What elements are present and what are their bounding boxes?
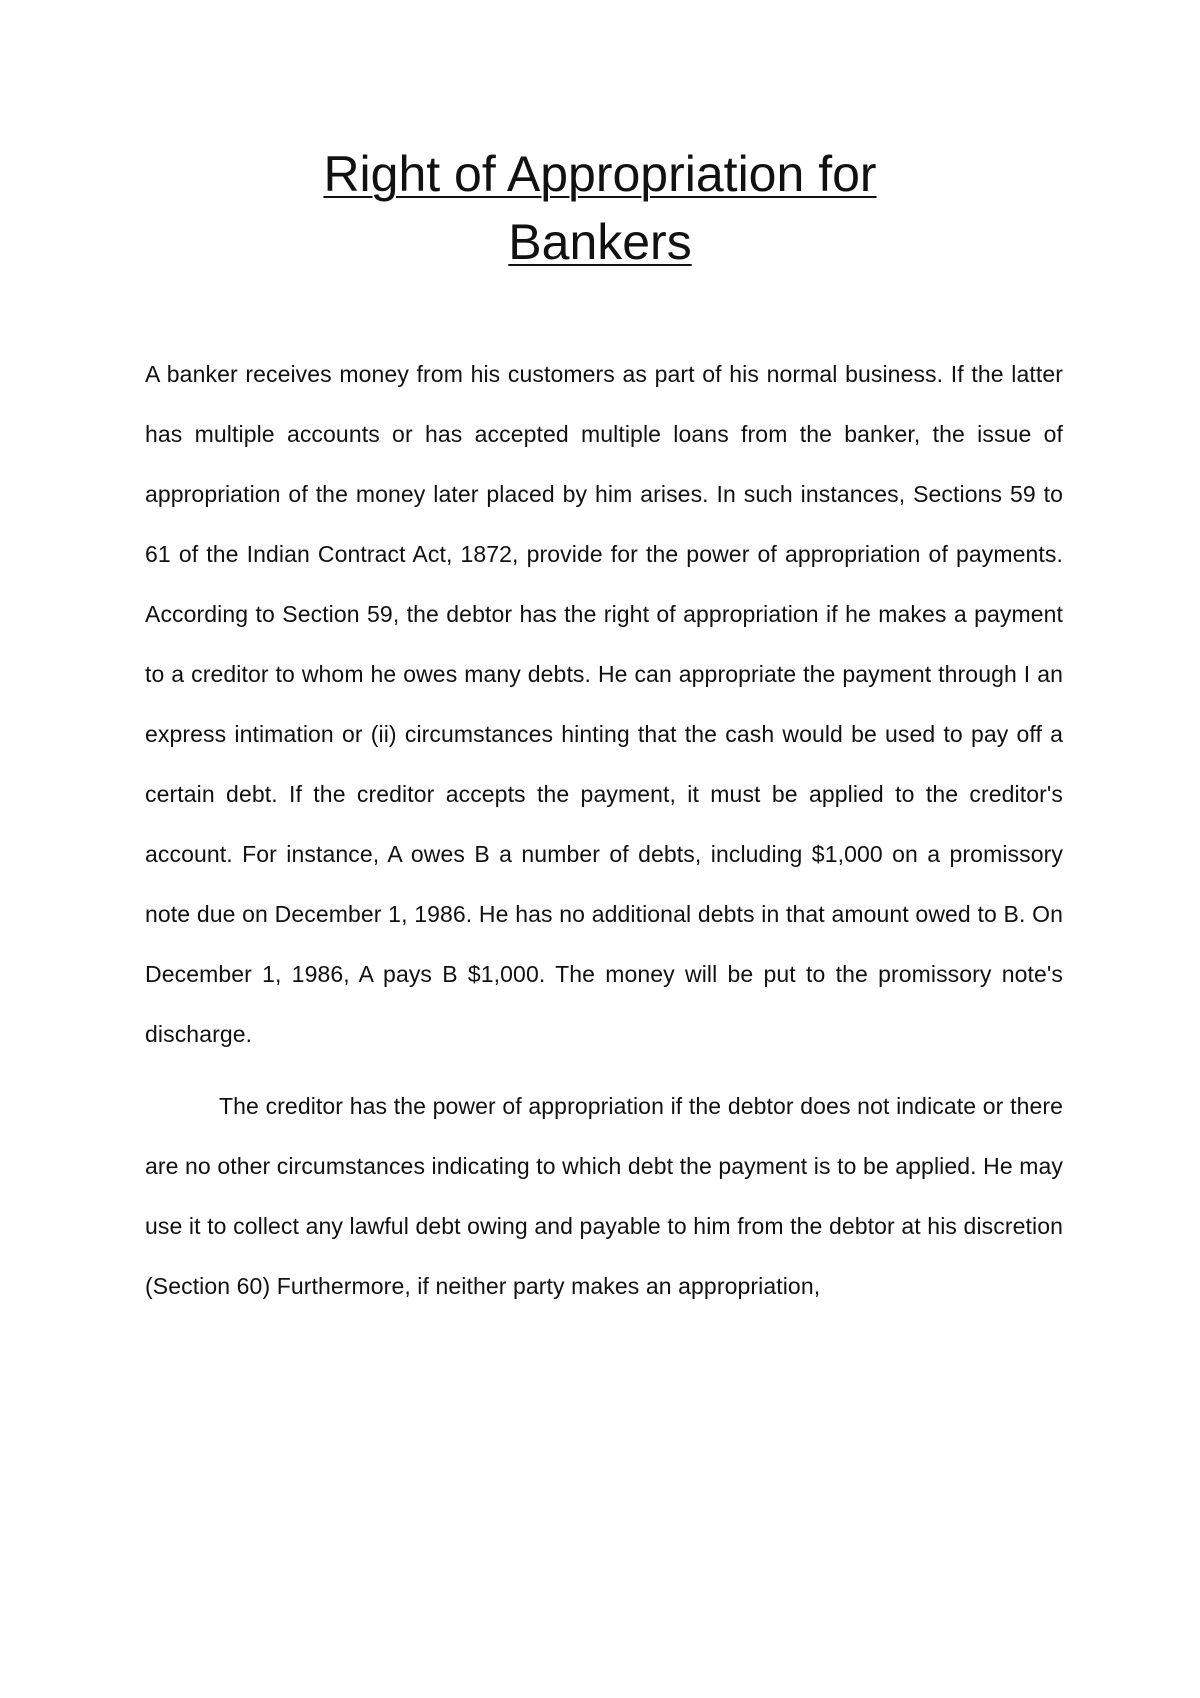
document-title	[150, 140, 1050, 276]
title-line-1: Right of Appropriation for	[323, 146, 877, 202]
paragraph-1: A banker receives money from his customers as part of his normal business. If the latter has multiple accounts or has accepted multiple loans from the banker, the issue of appropriation of the money later placed by him arises. In such instances, Sections 59 to 61 of the Indian Contract Act, 1872, provide for the power of appropriation of payments. According to Section 59, the debtor has the right of appropriation if he makes a payment to a creditor to whom he owes many debts. He can appropriate the payment through I an express intimation or (ii) circumstances hinting that the cash would be used to pay off a certain debt. If the creditor accepts the payment, it must be applied to the creditor's account. For instance, A owes B a number of debts, including $1,000 on a promissory note due on December 1, 1986. He has no additional debts in that amount owed to B. On December 1, 1986, A pays B $1,000. The money will be put to the promissory note's discharge.	[145, 361, 1063, 1047]
title-line-2: Bankers	[508, 214, 692, 270]
document-body	[145, 344, 1063, 1316]
paragraph-2: The creditor has the power of appropriation if the debtor does not indicate or there are no other circumstances indicating to which debt the payment is to be applied. He may use it to collect any lawful debt owing and payable to him from the debtor at his discretion (Section 60) Furthermore, if neither party makes an appropriation,	[145, 1093, 1063, 1299]
